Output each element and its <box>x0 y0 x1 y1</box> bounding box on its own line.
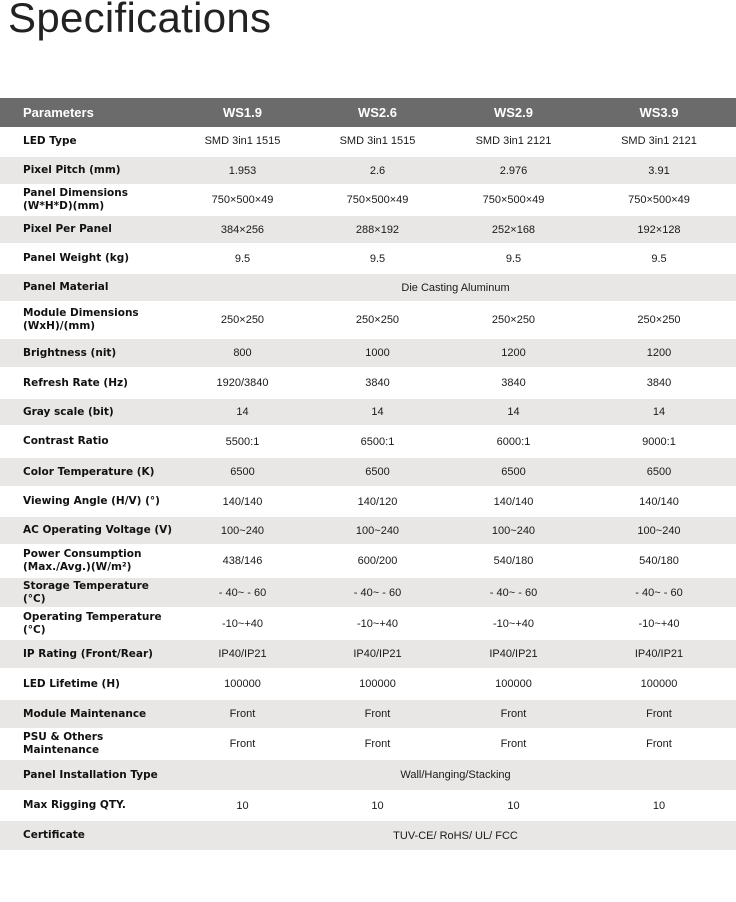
row-value: 100~240 <box>175 516 310 545</box>
row-value: Front <box>445 699 582 729</box>
row-value: 1000 <box>310 338 445 368</box>
row-value: 3840 <box>445 368 582 398</box>
row-value: 252×168 <box>445 215 582 244</box>
row-label: Module Dimensions (WxH)/(mm) <box>0 302 175 338</box>
table-row <box>0 338 736 368</box>
table-row <box>0 820 736 851</box>
table-row <box>0 244 736 273</box>
table-row <box>0 516 736 545</box>
row-value: 1920/3840 <box>175 368 310 398</box>
page-title: Specifications <box>8 0 272 41</box>
row-value: IP40/IP21 <box>582 639 736 669</box>
specifications-table <box>0 98 736 852</box>
row-value: 250×250 <box>175 302 310 338</box>
row-value: 9.5 <box>310 244 445 273</box>
row-merged-value: TUV-CE/ RoHS/ UL/ FCC <box>175 820 736 851</box>
row-value: 100~240 <box>582 516 736 545</box>
table-row <box>0 699 736 729</box>
table-row <box>0 398 736 426</box>
row-value: Front <box>310 729 445 759</box>
row-value: 10 <box>175 791 310 820</box>
row-value: Front <box>310 699 445 729</box>
row-value: 250×250 <box>445 302 582 338</box>
row-value: 140/140 <box>445 487 582 516</box>
row-value: 192×128 <box>582 215 736 244</box>
table-row <box>0 426 736 457</box>
header-parameters: Parameters <box>0 98 175 127</box>
row-label: Contrast Ratio <box>0 426 175 457</box>
row-value: IP40/IP21 <box>445 639 582 669</box>
row-value: 750×500×49 <box>582 185 736 215</box>
row-value: 100000 <box>175 669 310 699</box>
row-value: 800 <box>175 338 310 368</box>
row-label: Panel Installation Type <box>0 759 175 791</box>
table-row <box>0 273 736 302</box>
row-label: IP Rating (Front/Rear) <box>0 639 175 669</box>
row-value: - 40~ - 60 <box>582 577 736 608</box>
row-value: 1200 <box>582 338 736 368</box>
row-value: 10 <box>310 791 445 820</box>
row-value: 9.5 <box>175 244 310 273</box>
table-row <box>0 368 736 398</box>
row-value: - 40~ - 60 <box>445 577 582 608</box>
table-row <box>0 639 736 669</box>
table-row <box>0 669 736 699</box>
row-label: Pixel Per Panel <box>0 215 175 244</box>
row-value: 2.6 <box>310 156 445 185</box>
table-header-row <box>0 98 736 127</box>
table-row <box>0 608 736 639</box>
row-value: 5500:1 <box>175 426 310 457</box>
row-value: 9000:1 <box>582 426 736 457</box>
row-value: 1200 <box>445 338 582 368</box>
row-value: 288×192 <box>310 215 445 244</box>
header-model-ws2-9: WS2.9 <box>445 98 582 127</box>
row-label: Certificate <box>0 820 175 851</box>
row-value: SMD 3in1 1515 <box>175 127 310 156</box>
row-value: 10 <box>445 791 582 820</box>
row-value: 750×500×49 <box>445 185 582 215</box>
row-value: Front <box>445 729 582 759</box>
row-value: 14 <box>582 398 736 426</box>
row-label: PSU & Others Maintenance <box>0 729 175 759</box>
row-value: 6500 <box>310 457 445 487</box>
row-value: 14 <box>175 398 310 426</box>
row-value: 100000 <box>445 669 582 699</box>
row-value: 384×256 <box>175 215 310 244</box>
row-value: IP40/IP21 <box>175 639 310 669</box>
row-value: 140/140 <box>582 487 736 516</box>
table-row <box>0 729 736 759</box>
row-value: 14 <box>310 398 445 426</box>
row-value: -10~+40 <box>582 608 736 639</box>
row-value: 3840 <box>582 368 736 398</box>
row-value: 6000:1 <box>445 426 582 457</box>
row-label: AC Operating Voltage (V) <box>0 516 175 545</box>
row-value: SMD 3in1 1515 <box>310 127 445 156</box>
table-row <box>0 577 736 608</box>
table-body <box>0 127 736 851</box>
row-value: IP40/IP21 <box>310 639 445 669</box>
row-value: 6500 <box>582 457 736 487</box>
row-value: 250×250 <box>582 302 736 338</box>
table-row <box>0 215 736 244</box>
row-label: Operating Temperature (°C) <box>0 608 175 639</box>
row-value: -10~+40 <box>445 608 582 639</box>
row-value: SMD 3in1 2121 <box>582 127 736 156</box>
table-row <box>0 791 736 820</box>
row-value: 100000 <box>582 669 736 699</box>
row-value: 750×500×49 <box>175 185 310 215</box>
row-value: 438/146 <box>175 545 310 577</box>
row-value: 140/120 <box>310 487 445 516</box>
row-value: 140/140 <box>175 487 310 516</box>
table-row <box>0 156 736 185</box>
row-value: 9.5 <box>582 244 736 273</box>
row-value: Front <box>175 699 310 729</box>
row-label: Viewing Angle (H/V) (°) <box>0 487 175 516</box>
row-value: 750×500×49 <box>310 185 445 215</box>
row-value: -10~+40 <box>310 608 445 639</box>
row-value: 540/180 <box>582 545 736 577</box>
row-value: 10 <box>582 791 736 820</box>
row-value: Front <box>175 729 310 759</box>
row-value: 6500 <box>445 457 582 487</box>
row-label: Refresh Rate (Hz) <box>0 368 175 398</box>
row-value: 6500:1 <box>310 426 445 457</box>
row-merged-value: Wall/Hanging/Stacking <box>175 759 736 791</box>
row-value: 3.91 <box>582 156 736 185</box>
table-row <box>0 545 736 577</box>
row-label: LED Type <box>0 127 175 156</box>
row-value: 100~240 <box>445 516 582 545</box>
row-value: - 40~ - 60 <box>310 577 445 608</box>
row-label: Storage Temperature (°C) <box>0 577 175 608</box>
row-merged-value: Die Casting Aluminum <box>175 273 736 302</box>
row-value: 6500 <box>175 457 310 487</box>
row-value: 100~240 <box>310 516 445 545</box>
row-value: 250×250 <box>310 302 445 338</box>
row-label: Pixel Pitch (mm) <box>0 156 175 185</box>
row-label: Color Temperature (K) <box>0 457 175 487</box>
row-label: Max Rigging QTY. <box>0 791 175 820</box>
row-label: Panel Material <box>0 273 175 302</box>
table-row <box>0 302 736 338</box>
row-label: LED Lifetime (H) <box>0 669 175 699</box>
row-value: - 40~ - 60 <box>175 577 310 608</box>
header-model-ws2-6: WS2.6 <box>310 98 445 127</box>
table-row <box>0 487 736 516</box>
row-value: 14 <box>445 398 582 426</box>
row-label: Brightness (nit) <box>0 338 175 368</box>
table-row <box>0 759 736 791</box>
row-value: 540/180 <box>445 545 582 577</box>
row-value: 600/200 <box>310 545 445 577</box>
row-value: 9.5 <box>445 244 582 273</box>
row-value: -10~+40 <box>175 608 310 639</box>
row-value: 1.953 <box>175 156 310 185</box>
row-value: Front <box>582 699 736 729</box>
row-label: Gray scale (bit) <box>0 398 175 426</box>
row-label: Power Consumption (Max./Avg.)(W/m²) <box>0 545 175 577</box>
table-row <box>0 185 736 215</box>
row-value: 3840 <box>310 368 445 398</box>
row-value: 2.976 <box>445 156 582 185</box>
header-model-ws3-9: WS3.9 <box>582 98 736 127</box>
row-label: Panel Dimensions (W*H*D)(mm) <box>0 185 175 215</box>
row-label: Module Maintenance <box>0 699 175 729</box>
row-label: Panel Weight (kg) <box>0 244 175 273</box>
row-value: Front <box>582 729 736 759</box>
row-value: SMD 3in1 2121 <box>445 127 582 156</box>
table-row <box>0 457 736 487</box>
table-row <box>0 127 736 156</box>
header-model-ws1-9: WS1.9 <box>175 98 310 127</box>
row-value: 100000 <box>310 669 445 699</box>
